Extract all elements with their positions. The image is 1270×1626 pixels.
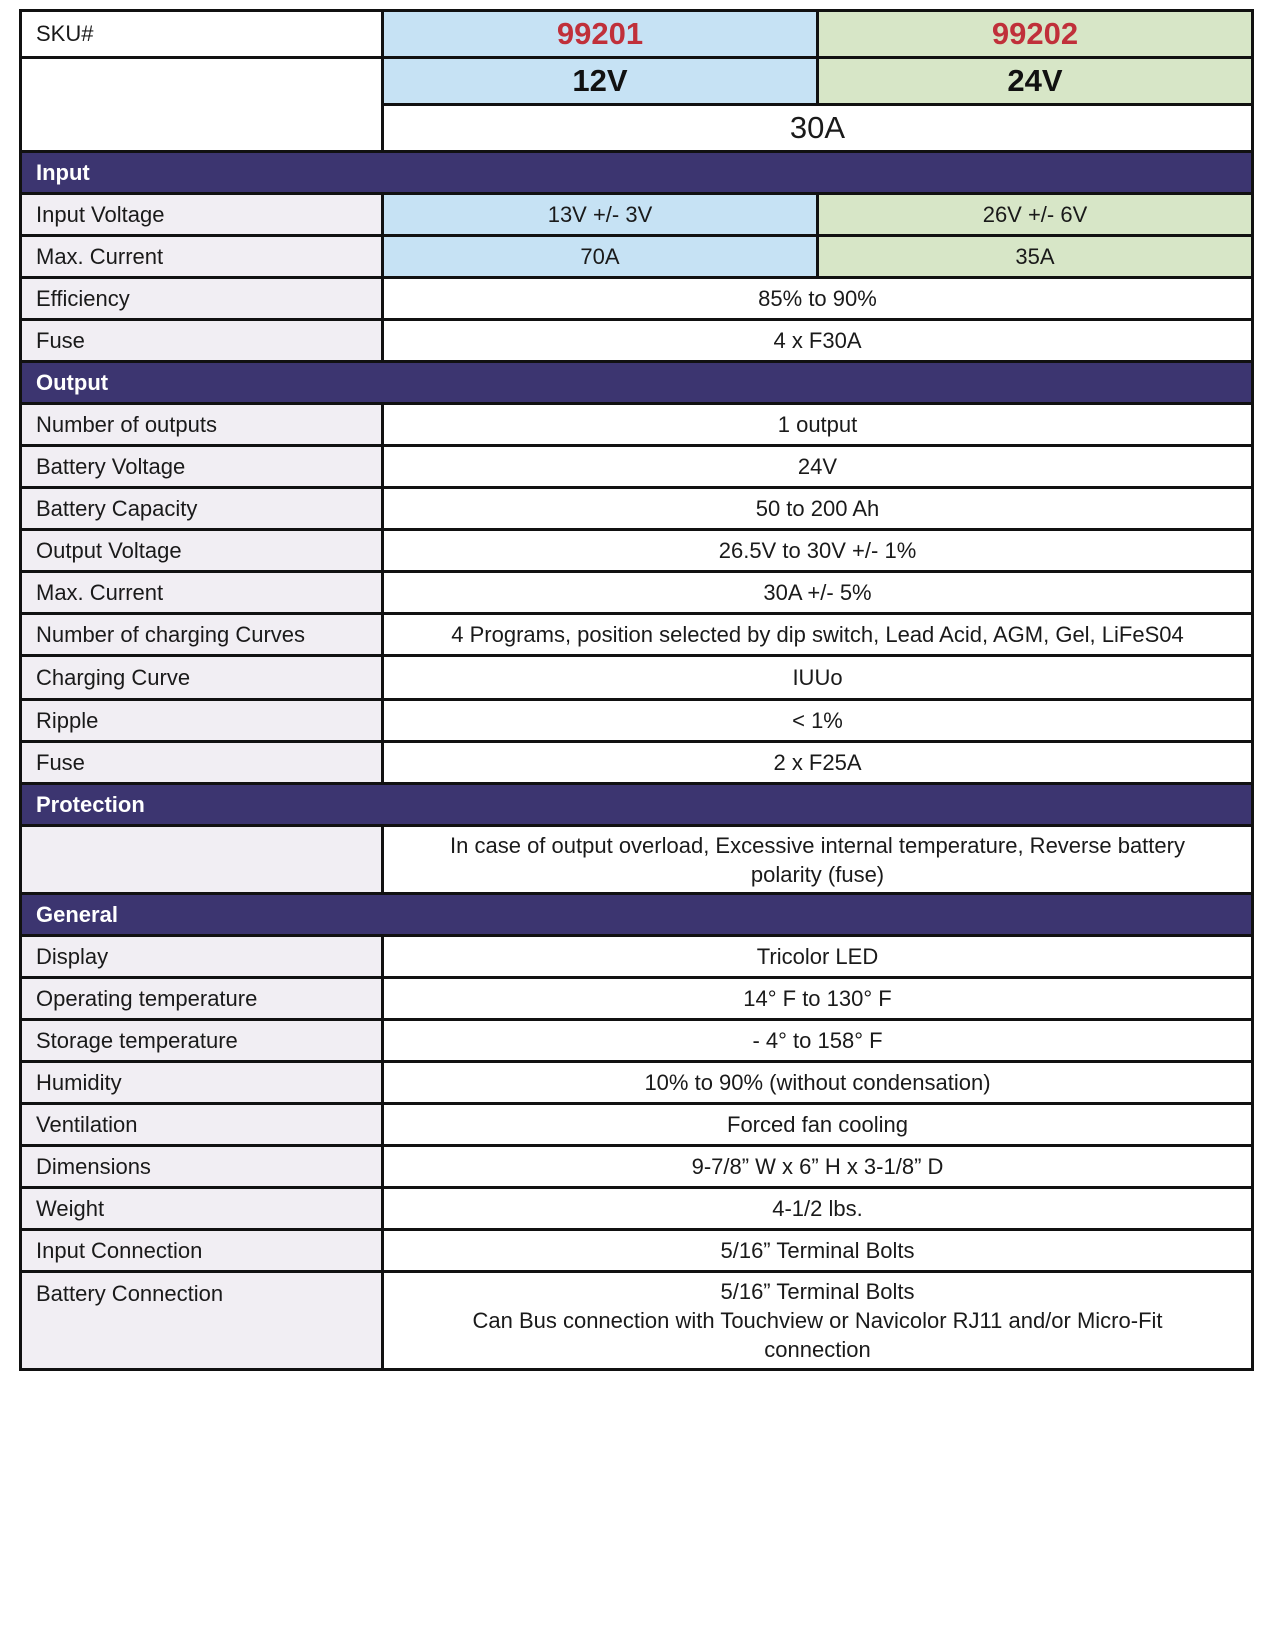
section-general: [21, 894, 1253, 936]
row-label: Efficiency: [21, 278, 383, 320]
sku-label: SKU#: [21, 11, 383, 58]
sku-99201: 99201: [383, 11, 818, 58]
table-row: [21, 320, 1253, 362]
section-protection-title: Protection: [21, 784, 1253, 826]
row-label: Weight: [21, 1188, 383, 1230]
row-value: 9-7/8” W x 6” H x 3-1/8” D: [383, 1146, 1253, 1188]
row-value: - 4° to 158° F: [383, 1020, 1253, 1062]
table-row: [21, 1230, 1253, 1272]
row-value: 26.5V to 30V +/- 1%: [383, 530, 1253, 572]
row-label: Max. Current: [21, 236, 383, 278]
table-row: [21, 656, 1253, 700]
row-value: Tricolor LED: [383, 936, 1253, 978]
row-value: 1 output: [383, 404, 1253, 446]
row-label: Display: [21, 936, 383, 978]
row-label: Number of outputs: [21, 404, 383, 446]
table-row: [21, 700, 1253, 742]
voltage-12v: 12V: [383, 58, 818, 105]
table-row: [21, 1146, 1253, 1188]
battery-connection-value: 5/16” Terminal Bolts Can Bus connection with Touchview or Navicolor RJ11 and/or Micro-Fit connection: [383, 1272, 1253, 1370]
row-label: Fuse: [21, 320, 383, 362]
table-row: [21, 826, 1253, 894]
table-row: [21, 936, 1253, 978]
table-row: [21, 1020, 1253, 1062]
table-row: [21, 1188, 1253, 1230]
section-output: [21, 362, 1253, 404]
row-value: 4-1/2 lbs.: [383, 1188, 1253, 1230]
max-current-24v: 35A: [818, 236, 1253, 278]
max-current-12v: 70A: [383, 236, 818, 278]
row-value: 4 Programs, position selected by dip switch, Lead Acid, AGM, Gel, LiFeS04: [383, 614, 1253, 656]
row-label: Ripple: [21, 700, 383, 742]
row-label: Fuse: [21, 742, 383, 784]
spec-table: [19, 9, 1254, 1371]
table-row: [21, 488, 1253, 530]
table-row: [21, 446, 1253, 488]
row-label: Dimensions: [21, 1146, 383, 1188]
section-input: [21, 152, 1253, 194]
row-label: Humidity: [21, 1062, 383, 1104]
table-row: [21, 1272, 1253, 1370]
row-label: Battery Connection: [21, 1272, 383, 1370]
row-value: 2 x F25A: [383, 742, 1253, 784]
input-voltage-24v: 26V +/- 6V: [818, 194, 1253, 236]
row-value: < 1%: [383, 700, 1253, 742]
table-row: [21, 530, 1253, 572]
row-value: Forced fan cooling: [383, 1104, 1253, 1146]
row-label: Input Voltage: [21, 194, 383, 236]
row-label: Number of charging Curves: [21, 614, 383, 656]
row-label: Max. Current: [21, 572, 383, 614]
header-blank-cell: [21, 58, 383, 152]
voltage-24v: 24V: [818, 58, 1253, 105]
table-row: [21, 194, 1253, 236]
section-protection: [21, 784, 1253, 826]
voltage-row: [21, 58, 1253, 105]
input-voltage-12v: 13V +/- 3V: [383, 194, 818, 236]
row-value: 14° F to 130° F: [383, 978, 1253, 1020]
table-row: [21, 278, 1253, 320]
row-label: Charging Curve: [21, 656, 383, 700]
row-label: Storage temperature: [21, 1020, 383, 1062]
sku-99202: 99202: [818, 11, 1253, 58]
table-row: [21, 978, 1253, 1020]
row-label: Output Voltage: [21, 530, 383, 572]
amperage-value: 30A: [383, 105, 1253, 152]
row-value: 5/16” Terminal Bolts: [383, 1230, 1253, 1272]
table-row: [21, 404, 1253, 446]
row-label: Input Connection: [21, 1230, 383, 1272]
table-row: [21, 572, 1253, 614]
sku-row: [21, 11, 1253, 58]
row-value: 10% to 90% (without condensation): [383, 1062, 1253, 1104]
row-label: Battery Voltage: [21, 446, 383, 488]
row-value: 85% to 90%: [383, 278, 1253, 320]
row-label: Operating temperature: [21, 978, 383, 1020]
table-row: [21, 1104, 1253, 1146]
table-row: [21, 742, 1253, 784]
row-label: Ventilation: [21, 1104, 383, 1146]
row-value: 50 to 200 Ah: [383, 488, 1253, 530]
row-value: 24V: [383, 446, 1253, 488]
section-input-title: Input: [21, 152, 1253, 194]
row-value: 30A +/- 5%: [383, 572, 1253, 614]
section-output-title: Output: [21, 362, 1253, 404]
row-value: IUUo: [383, 656, 1253, 700]
row-label: [21, 826, 383, 894]
table-row: [21, 614, 1253, 656]
row-label: Battery Capacity: [21, 488, 383, 530]
table-row: [21, 1062, 1253, 1104]
section-general-title: General: [21, 894, 1253, 936]
row-value: 4 x F30A: [383, 320, 1253, 362]
table-row: [21, 236, 1253, 278]
protection-value: In case of output overload, Excessive internal temperature, Reverse battery polarity (fuse): [383, 826, 1253, 894]
